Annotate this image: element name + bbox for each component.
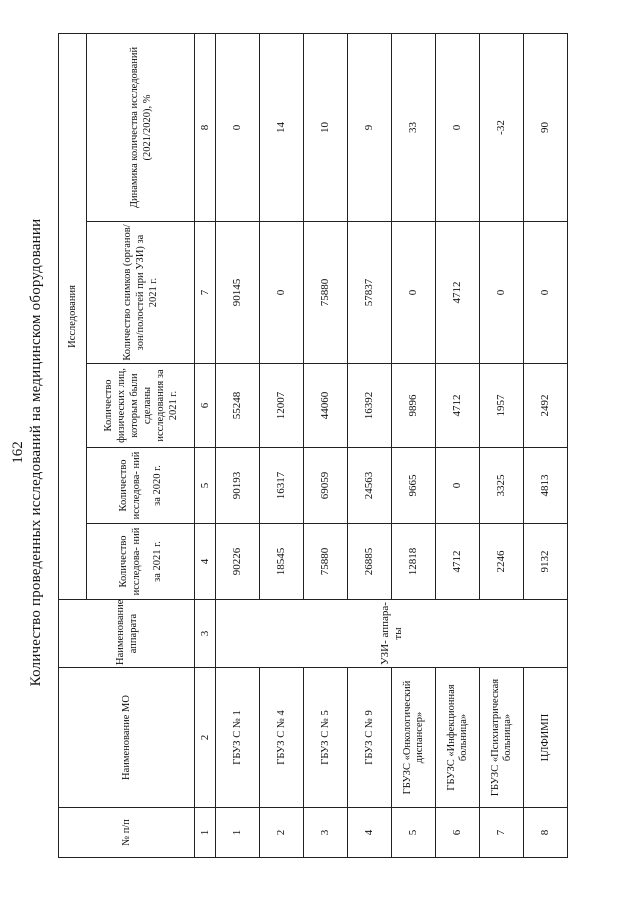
row-persons-2021: 12007 [260, 364, 304, 448]
table-row [304, 34, 348, 858]
header-num: № п/п [59, 808, 195, 858]
row-images-2021: 4712 [436, 222, 480, 364]
column-number: 7 [195, 222, 216, 364]
row-studies-2021: 26885 [348, 524, 392, 600]
row-dynamics: 14 [260, 34, 304, 222]
row-dynamics: 9 [348, 34, 392, 222]
column-number: 6 [195, 364, 216, 448]
row-persons-2021: 4712 [436, 364, 480, 448]
row-persons-2021: 1957 [480, 364, 524, 448]
column-number: 4 [195, 524, 216, 600]
column-number: 3 [195, 600, 216, 668]
row-num: 4 [348, 808, 392, 858]
row-num: 2 [260, 808, 304, 858]
row-studies-2020: 0 [436, 448, 480, 524]
row-studies-2020: 3325 [480, 448, 524, 524]
row-num: 6 [436, 808, 480, 858]
table-row [216, 34, 260, 858]
row-num: 8 [524, 808, 568, 858]
header-images-2021: Количество снимков (органов/зон/полостей при УЗИ) за 2021 г. [87, 222, 195, 364]
column-number: 5 [195, 448, 216, 524]
row-studies-2021: 90226 [216, 524, 260, 600]
row-studies-2020: 69059 [304, 448, 348, 524]
table-row [480, 34, 524, 858]
row-dynamics: 90 [524, 34, 568, 222]
row-mo: ГБУЗ С № 5 [304, 668, 348, 808]
row-num: 1 [216, 808, 260, 858]
row-images-2021: 90145 [216, 222, 260, 364]
table-row [348, 34, 392, 858]
row-mo: ГБУЗС «Психиатрическая больница» [480, 668, 524, 808]
header-studies-2020-label: Количество исследова- ний [118, 451, 142, 520]
row-num: 5 [392, 808, 436, 858]
row-persons-2021: 55248 [216, 364, 260, 448]
row-persons-2021: 44060 [304, 364, 348, 448]
header-apparatus: Наименование аппарата [59, 600, 195, 668]
header-studies-2021-period: за 2021 г. [152, 541, 163, 582]
row-images-2021: 0 [480, 222, 524, 364]
header-studies-2021-label: Количество исследова- ний [118, 527, 142, 596]
page-number: 162 [10, 441, 26, 464]
row-mo: ГБУЗ С № 9 [348, 668, 392, 808]
header-studies-2020-period: за 2020 г. [152, 465, 163, 506]
table-row [436, 34, 480, 858]
row-dynamics: -32 [480, 34, 524, 222]
row-persons-2021: 16392 [348, 364, 392, 448]
header-studies-2020 [87, 448, 195, 524]
studies-table [58, 33, 568, 858]
row-mo: ГБУЗ С № 1 [216, 668, 260, 808]
row-num: 3 [304, 808, 348, 858]
row-images-2021: 0 [260, 222, 304, 364]
row-studies-2020: 24563 [348, 448, 392, 524]
row-num: 7 [480, 808, 524, 858]
table-row [392, 34, 436, 858]
row-dynamics: 10 [304, 34, 348, 222]
row-studies-2021: 75880 [304, 524, 348, 600]
row-studies-2021: 18545 [260, 524, 304, 600]
row-mo: ГБУЗС «Онкологический диспансер» [392, 668, 436, 808]
row-images-2021: 57837 [348, 222, 392, 364]
row-studies-2021: 12818 [392, 524, 436, 600]
column-number: 2 [195, 668, 216, 808]
header-group-studies: Исследования [59, 34, 87, 600]
header-mo: Наименование МО [59, 668, 195, 808]
row-studies-2020: 9665 [392, 448, 436, 524]
row-studies-2020: 4813 [524, 448, 568, 524]
column-number: 1 [195, 808, 216, 858]
row-studies-2020: 90193 [216, 448, 260, 524]
row-mo: ЦЛФИМП [524, 668, 568, 808]
row-persons-2021: 2492 [524, 364, 568, 448]
row-images-2021: 75880 [304, 222, 348, 364]
row-studies-2020: 16317 [260, 448, 304, 524]
header-studies-2021 [87, 524, 195, 600]
row-mo: ГБУЗС «Инфекционная больница» [436, 668, 480, 808]
row-studies-2021: 2246 [480, 524, 524, 600]
page-title: Количество проведенных исследований на медицинском оборудовании [28, 218, 44, 687]
row-persons-2021: 9896 [392, 364, 436, 448]
column-number: 8 [195, 34, 216, 222]
row-dynamics: 0 [216, 34, 260, 222]
row-studies-2021: 9132 [524, 524, 568, 600]
apparatus-cell: УЗИ- аппара- ты [216, 600, 568, 668]
table-row [260, 34, 304, 858]
table-row [524, 34, 568, 858]
row-dynamics: 0 [436, 34, 480, 222]
row-studies-2021: 4712 [436, 524, 480, 600]
row-images-2021: 0 [524, 222, 568, 364]
header-dynamics: Динамика количества исследований (2021/2020), % [87, 34, 195, 222]
header-persons-2021: Количество физических лиц, которым были сделаны исследования за 2021 г. [87, 364, 195, 448]
column-number-row [195, 34, 216, 858]
row-images-2021: 0 [392, 222, 436, 364]
row-dynamics: 33 [392, 34, 436, 222]
row-mo: ГБУЗ С № 4 [260, 668, 304, 808]
